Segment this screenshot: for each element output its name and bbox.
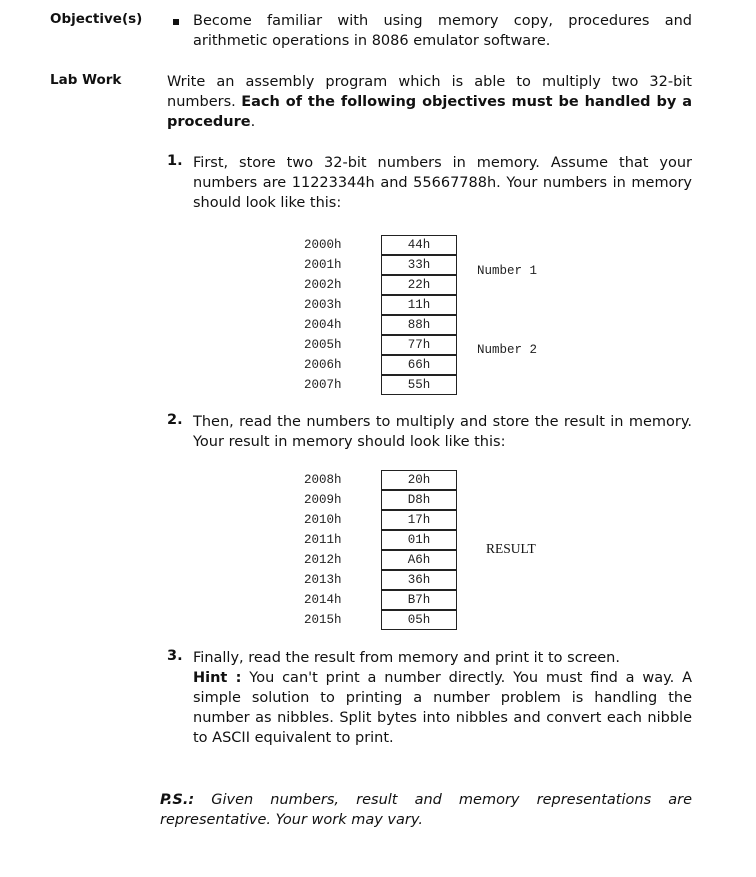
ps-paragraph: [160, 790, 692, 830]
memory-cell: D8h: [381, 490, 457, 510]
address: 2004h: [304, 318, 342, 332]
memory-cell: 17h: [381, 510, 457, 530]
hint-label: Hint :: [193, 670, 242, 686]
memory-cell: 11h: [381, 295, 457, 315]
address: 2001h: [304, 258, 342, 272]
step-1-text: First, store two 32-bit numbers in memory. Assume that your numbers are 11223344h and 55667788h. Your numbers in memory should look like this:: [193, 155, 692, 211]
memory-cell: 05h: [381, 610, 457, 630]
hint-text: You can't print a number directly. You must find a way. A simple solution to printing a number problem is handling the number as nibbles. Split bytes into nibbles and convert each nibble to ASCII equivalent to print.: [193, 670, 692, 746]
address: 2009h: [304, 493, 342, 507]
address: 2006h: [304, 358, 342, 372]
address: 2003h: [304, 298, 342, 312]
address: 2011h: [304, 533, 342, 547]
memory-cell: 36h: [381, 570, 457, 590]
hint-paragraph: [193, 668, 692, 748]
memory-cell: 66h: [381, 355, 457, 375]
address: 2014h: [304, 593, 342, 607]
address: 2008h: [304, 473, 342, 487]
memory-cell: 22h: [381, 275, 457, 295]
address: 2005h: [304, 338, 342, 352]
step-3-text: Finally, read the result from memory and print it to screen.: [193, 650, 620, 666]
memory-table-numbers: [304, 235, 464, 395]
objective-label: Objective(s): [50, 11, 143, 27]
result-tag: RESULT: [486, 541, 536, 556]
address: 2015h: [304, 613, 342, 627]
bullet-icon: [173, 19, 179, 25]
number-1-tag: Number 1: [477, 264, 538, 278]
step-3-number: 3.: [167, 648, 183, 664]
memory-cell: 20h: [381, 470, 457, 490]
labwork-intro: [167, 72, 692, 132]
step-2-number: 2.: [167, 412, 183, 428]
memory-cell: 55h: [381, 375, 457, 395]
memory-cell: 77h: [381, 335, 457, 355]
address: 2002h: [304, 278, 342, 292]
address: 2007h: [304, 378, 342, 392]
memory-cell: B7h: [381, 590, 457, 610]
labwork-intro-end: .: [250, 114, 256, 130]
address: 2013h: [304, 573, 342, 587]
step-1-number: 1.: [167, 153, 183, 169]
ps-text: Given numbers, result and memory representations are representative. Your work may vary.: [160, 792, 692, 828]
memory-cell: 33h: [381, 255, 457, 275]
labwork-intro-bold: Each of the following objectives must be handled by a procedure: [167, 94, 692, 130]
step-2-text: Then, read the numbers to multiply and store the result in memory. Your result in memory should look like this:: [193, 414, 692, 450]
address: 2012h: [304, 553, 342, 567]
memory-cell: 88h: [381, 315, 457, 335]
labwork-intro-plain: Write an assembly program which is able to multiply two 32-bit numbers.: [167, 74, 692, 110]
ps-label: P.S.:: [160, 792, 195, 808]
address: 2000h: [304, 238, 342, 252]
memory-cell: 01h: [381, 530, 457, 550]
address: 2010h: [304, 513, 342, 527]
memory-cell: 44h: [381, 235, 457, 255]
memory-table-result: [304, 470, 464, 630]
memory-cell: A6h: [381, 550, 457, 570]
labwork-label: Lab Work: [50, 72, 122, 88]
objective-text: Become familiar with using memory copy, procedures and arithmetic operations in 8086 emulator software.: [193, 13, 692, 49]
number-2-tag: Number 2: [477, 343, 538, 357]
